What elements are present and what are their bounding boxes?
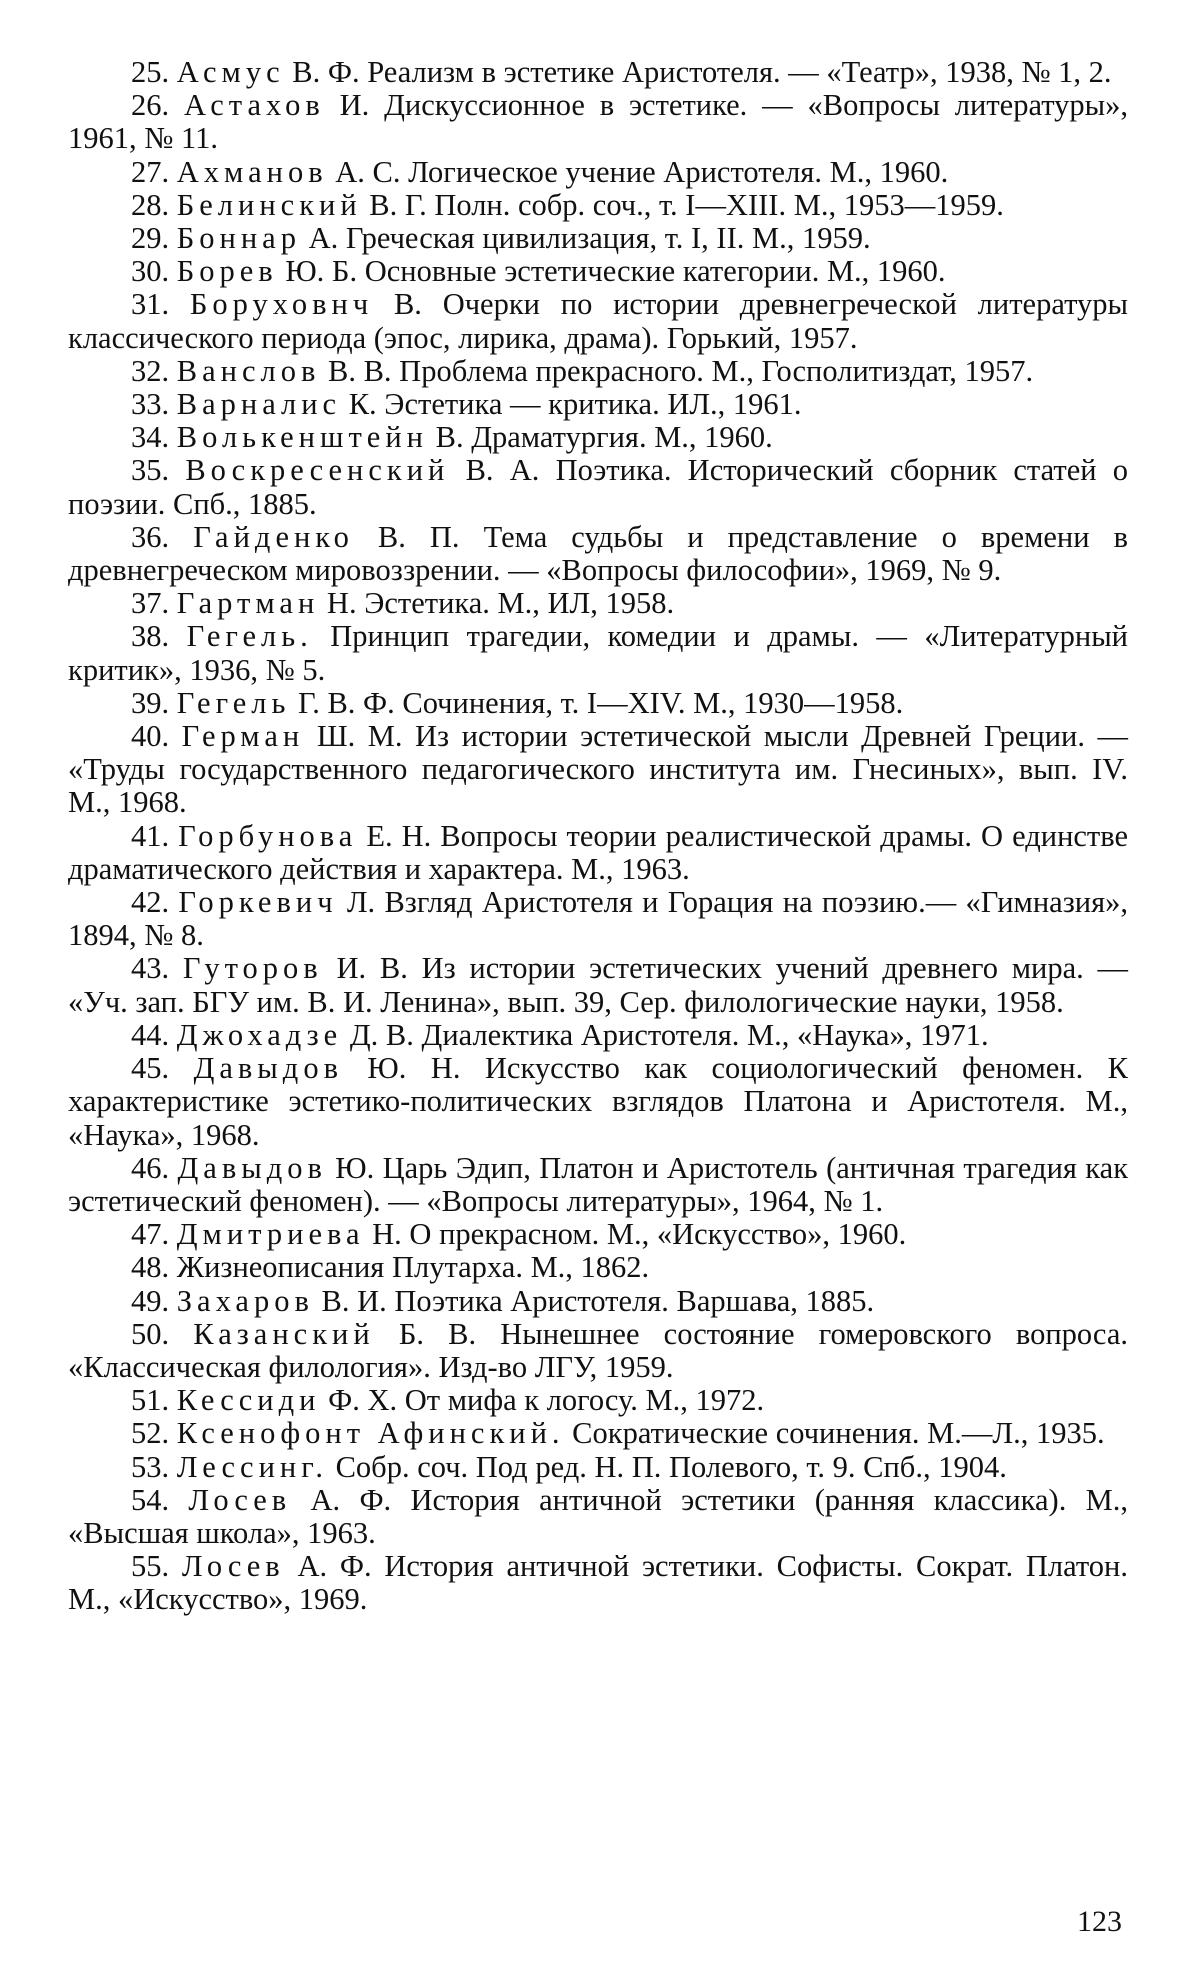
entry-text: В. А. Поэтика. Исторический сборник статей о поэзии. Спб., 1885. — [68, 453, 1129, 521]
entry-text: Е. Н. Вопросы теории реалистической драмы. О единстве драматического действия и характера. М., 1963. — [68, 818, 1129, 886]
bibliography-entry — [68, 1152, 1128, 1218]
entry-author: Варналис — [176, 387, 342, 422]
entry-number: 27. — [131, 154, 170, 189]
entry-author: Лосев — [188, 1482, 292, 1517]
entry-text: Ю. Н. Искусство как социологический феномен. К характеристике эстетико-политических взглядов Платона и Аристотеля. М., «Наука», 1968. — [68, 1051, 1129, 1152]
bibliography-entry — [68, 1019, 1128, 1052]
entry-number: 38. — [131, 619, 170, 654]
entry-author: Джохадзе — [176, 1017, 343, 1052]
entry-author: Белинский — [176, 187, 362, 222]
entry-number: 48. — [131, 1250, 170, 1285]
entry-number: 50. — [131, 1316, 170, 1351]
entry-number: 49. — [131, 1283, 170, 1318]
entry-number: 32. — [131, 353, 170, 388]
bibliography-entry — [68, 720, 1128, 820]
entry-number: 55. — [131, 1549, 170, 1584]
bibliography-entry — [68, 189, 1128, 222]
entry-number: 29. — [131, 221, 170, 256]
entry-text: Н. О прекрасном. М., «Искусство», 1960. — [372, 1217, 907, 1252]
bibliography-entry — [68, 620, 1128, 686]
entry-number: 54. — [131, 1482, 170, 1517]
entry-text: И. В. Из истории эстетических учений древнего мира. — «Уч. зап. БГУ им. В. И. Ленина», вып. 39, Сер. филологические науки, 1958. — [68, 951, 1129, 1019]
entry-author: Ванслов — [176, 353, 321, 388]
bibliography-list — [68, 56, 1128, 1617]
entry-author: Асмус — [176, 55, 285, 89]
entry-text: К. Эстетика — критика. ИЛ., 1961. — [348, 387, 802, 422]
entry-author: Воскресенский — [185, 453, 450, 488]
entry-author: Гуторов — [182, 951, 323, 986]
entry-author: Казанский — [193, 1316, 375, 1351]
entry-author: Давыдов — [193, 1051, 343, 1086]
bibliography-entry — [68, 355, 1128, 388]
entry-author: Кессиди — [176, 1383, 321, 1418]
bibliography-entry — [68, 56, 1128, 89]
entry-text: Н. Эстетика. М., ИЛ, 1958. — [326, 586, 675, 621]
entry-number: 43. — [131, 951, 170, 986]
bibliography-entry — [68, 288, 1128, 354]
entry-number: 44. — [131, 1017, 170, 1052]
entry-text: Ю. Б. Основные эстетические категории. М., 1960. — [285, 254, 946, 289]
entry-text: Принцип трагедии, комедии и драмы. — «Литературный критик», 1936, № 5. — [68, 619, 1129, 687]
entry-author: Захаров — [176, 1283, 314, 1318]
entry-text: Ф. Х. От мифа к логосу. М., 1972. — [328, 1383, 765, 1418]
entry-number: 37. — [131, 586, 170, 621]
entry-number: 46. — [131, 1150, 170, 1185]
entry-text: А. С. Логическое учение Аристотеля. М., 1960. — [335, 154, 949, 189]
entry-author: Боруховнч — [189, 287, 374, 322]
entry-number: 52. — [131, 1416, 170, 1451]
bibliography-entry — [68, 156, 1128, 189]
entry-author: Лосев — [181, 1549, 285, 1584]
entry-author: Гартман — [176, 586, 320, 621]
entry-author: Гегель — [176, 685, 291, 720]
entry-text: А. Ф. История античной эстетики. Софисты. Сократ. Платон. М., «Искусство», 1969. — [68, 1549, 1129, 1617]
entry-author: Давыдов — [177, 1150, 327, 1185]
bibliography-entry — [68, 255, 1128, 288]
entry-author: Ксенофонт Афинский. — [176, 1416, 565, 1451]
bibliography-entry — [68, 1451, 1128, 1484]
entry-text: Собр. соч. Под ред. Н. П. Полевого, т. 9. Спб., 1904. — [335, 1449, 1007, 1484]
entry-text: А. Ф. История античной эстетики (ранняя классика). М., «Высшая школа», 1963. — [68, 1482, 1128, 1550]
bibliography-entry — [68, 454, 1128, 520]
entry-number: 47. — [131, 1217, 170, 1252]
bibliography-entry — [68, 1384, 1128, 1417]
entry-author: Гегель. — [186, 619, 313, 654]
entry-text: В. Очерки по истории древнегреческой литературы классического периода (эпос, лирика, драма). Горький, 1957. — [68, 287, 1129, 355]
entry-text: В. Г. Полн. собр. соч., т. I—XIII. М., 1953—1959. — [369, 187, 1004, 222]
bibliography-entry — [68, 820, 1128, 886]
entry-text: Г. В. Ф. Сочинения, т. I—XIV. М., 1930—1958. — [298, 685, 904, 720]
bibliography-entry — [68, 1417, 1128, 1450]
entry-number: 42. — [131, 885, 170, 920]
entry-text: В. В. Проблема прекрасного. М., Госполитиздат, 1957. — [328, 353, 1034, 388]
entry-number: 35. — [131, 453, 170, 488]
entry-author: Волькенштейн — [176, 420, 428, 455]
entry-number: 31. — [131, 287, 170, 322]
entry-author: Горбунова — [178, 818, 358, 853]
entry-number: 51. — [131, 1383, 170, 1418]
bibliography-entry — [68, 587, 1128, 620]
bibliography-entry — [68, 1484, 1128, 1550]
bibliography-entry — [68, 1251, 1128, 1284]
entry-author: Борев — [176, 254, 278, 289]
entry-number: 28. — [131, 187, 170, 222]
bibliography-entry — [68, 421, 1128, 454]
entry-number: 39. — [131, 685, 170, 720]
entry-text: И. Дискуссионное в эстетике. — «Вопросы литературы», 1961, № 11. — [68, 88, 1128, 156]
entry-author: Горкевич — [178, 885, 338, 920]
bibliography-entry — [68, 388, 1128, 421]
entry-author: Гайденко — [193, 519, 354, 554]
entry-author: Боннар — [176, 221, 301, 256]
entry-text: В. Ф. Реализм в эстетике Аристотеля. — «Театр», 1938, № 1, 2. — [292, 55, 1112, 89]
entry-text: Б. В. Нынешнее состояние гомеровского вопроса. «Классическая филология». Изд-во ЛГУ, 1959. — [68, 1316, 1128, 1384]
entry-text: Сократические сочинения. М.—Л., 1935. — [572, 1416, 1105, 1451]
entry-number: 45. — [131, 1051, 170, 1086]
entry-number: 26. — [131, 88, 170, 123]
bibliography-entry — [68, 886, 1128, 952]
bibliography-entry — [68, 1052, 1128, 1152]
bibliography-entry — [68, 687, 1128, 720]
entry-text: Л. Взгляд Аристотеля и Горация на поэзию.— «Гимназия», 1894, № 8. — [68, 885, 1128, 953]
bibliography-entry — [68, 1285, 1128, 1318]
entry-number: 30. — [131, 254, 170, 289]
entry-text: Ю. Царь Эдип, Платон и Аристотель (античная трагедия как эстетический феномен). — «Вопросы литературы», 1964, № 1. — [68, 1150, 1129, 1218]
entry-author: Астахов — [183, 88, 325, 123]
bibliography-entry — [68, 952, 1128, 1018]
bibliography-entry — [68, 521, 1128, 587]
entry-text: В. П. Тема судьбы и представление о времени в древнегреческом мировоззрении. — «Вопросы философии», 1969, № 9. — [68, 519, 1129, 588]
bibliography-entry — [68, 1318, 1128, 1384]
bibliography-entry — [68, 1218, 1128, 1251]
entry-text: Ш. М. Из истории эстетической мысли Древней Греции. — «Труды государственного педагогического института им. Гнесиных», вып. IV. М., 1968. — [68, 719, 1129, 820]
entry-number: 36. — [131, 519, 170, 554]
entry-text: Д. В. Диалектика Аристотеля. М., «Наука», 1971. — [349, 1017, 989, 1052]
entry-author: Дмитриева — [176, 1217, 365, 1252]
entry-text: В. Драматургия. М., 1960. — [435, 420, 773, 455]
entry-text: А. Греческая цивилизация, т. I, II. М., 1959. — [308, 221, 871, 256]
entry-text: В. И. Поэтика Аристотеля. Варшава, 1885. — [321, 1283, 875, 1318]
entry-number: 33. — [131, 387, 170, 422]
entry-text: Жизнеописания Плутарха. М., 1862. — [176, 1250, 650, 1285]
bibliography-entry — [68, 1550, 1128, 1616]
bibliography-entry — [68, 89, 1128, 155]
page-number: 123 — [1077, 1905, 1122, 1938]
entry-number: 34. — [131, 420, 170, 455]
entry-author: Лессинг. — [176, 1449, 328, 1484]
entry-author: Ахманов — [176, 154, 328, 189]
entry-number: 41. — [131, 818, 170, 853]
entry-number: 25. — [131, 55, 170, 89]
entry-number: 53. — [131, 1449, 170, 1484]
bibliography-entry — [68, 222, 1128, 255]
entry-number: 40. — [131, 719, 170, 754]
entry-author: Герман — [181, 719, 305, 754]
